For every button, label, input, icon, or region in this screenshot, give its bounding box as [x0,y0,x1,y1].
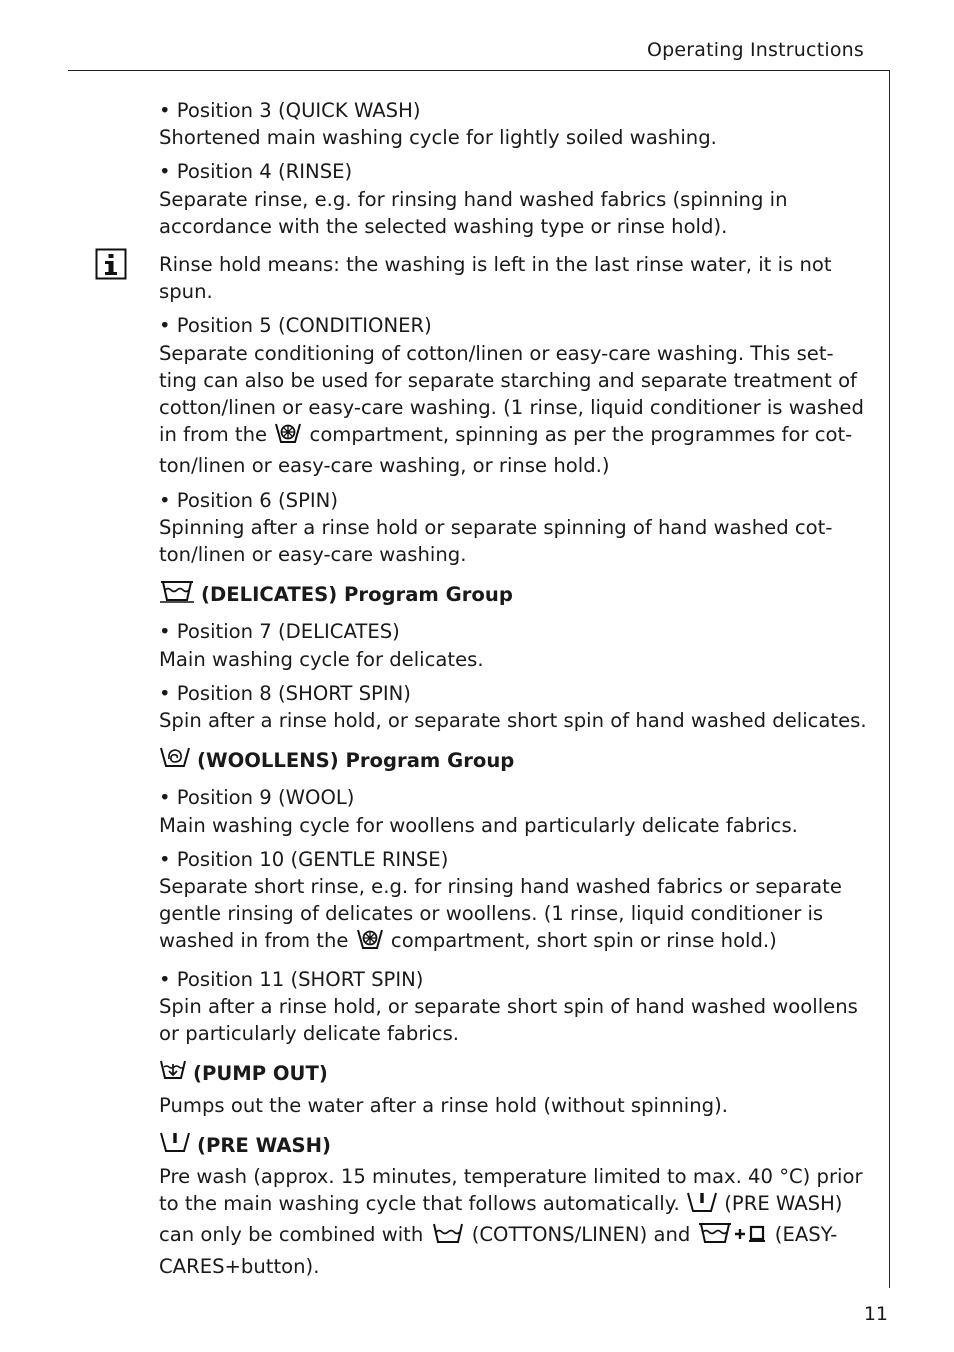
position-10-desc [159,873,871,959]
position-9-block [159,784,871,838]
pump-out-desc: Pumps out the water after a rinse hold (without spinning). [159,1093,728,1117]
pre-wash-desc-a: Pre wash (approx. 15 minutes, temperature limited to max. 40 °C) prior to the main washing cycle that follows automatically. [159,1164,863,1216]
position-8-desc: Spin after a rinse hold, or separate short spin of hand washed delicates. [159,709,867,733]
position-7-desc: Main washing cycle for delicates. [159,647,484,671]
position-8-title: • Position 8 (SHORT SPIN) [159,681,411,705]
position-5-block [159,312,871,479]
position-3-title: • Position 3 (QUICK WASH) [159,99,421,122]
pre-wash-block [159,1163,871,1280]
position-9-title: • Position 9 (WOOL) [159,786,355,810]
position-11-block [159,966,871,1048]
position-5-desc-b: compartment, spinning as per the programmes for cot-ton/linen or easy-care washing, or rinse hold.) [159,423,853,478]
margin-rule [889,70,890,1288]
position-5-desc [159,340,871,480]
pre-wash-desc-d: (EASY-CARES+button). [159,1223,838,1278]
pump-out-heading-text: (PUMP OUT) [193,1062,328,1086]
position-6-block [159,487,871,569]
pump-out-block [159,1092,871,1119]
position-11-title: • Position 11 (SHORT SPIN) [159,967,424,991]
position-7-title: • Position 7 (DELICATES) [159,620,400,644]
info-note [159,251,871,305]
pump-out-icon [159,1058,193,1089]
woollens-icon [159,745,197,776]
position-4-title: • Position 4 (RINSE) [159,160,353,184]
pre-wash-icon [686,1190,718,1221]
position-7-block [159,618,871,672]
pump-out-heading [159,1058,871,1089]
pre-wash-desc [159,1163,871,1280]
pre-wash-heading [159,1130,871,1161]
pre-wash-desc-c: (COTTONS/LINEN) and [471,1223,691,1247]
position-6-desc: Spinning after a rinse hold or separate spinning of hand washed cot-ton/linen or easy-care washing. [159,515,833,567]
position-4-block [159,158,871,240]
position-4-desc: Separate rinse, e.g. for rinsing hand washed fabrics (spinning in accordance with the selected washing type or rinse hold). [159,187,788,238]
delicates-heading-text: (DELICATES) Program Group [201,583,513,607]
pre-wash-heading-text: (PRE WASH) [197,1133,331,1157]
conditioner-compartment-icon [355,927,385,958]
page-header-title: Operating Instructions [646,39,864,61]
position-9-desc: Main washing cycle for woollens and particularly delicate fabrics. [159,813,798,837]
page-number: 11 [863,1303,888,1325]
info-icon [95,248,127,287]
position-10-title: • Position 10 (GENTLE RINSE) [159,847,449,871]
easy-care-button-icon [697,1221,769,1252]
cottons-linen-icon [430,1221,466,1252]
position-3-block [159,97,871,151]
woollens-heading-text: (WOOLLENS) Program Group [197,749,515,773]
position-8-block [159,680,871,734]
position-5-desc-a: Separate conditioning of cotton/linen or easy-care washing. This set-ting can also be used for separate starching and separate treatment of cotton/linen or easy-care washing. (1 rinse, liquid conditioner is washed in from the [159,341,864,447]
position-10-block [159,846,871,959]
position-5-title: • Position 5 (CONDITIONER) [159,314,432,338]
position-6-title: • Position 6 (SPIN) [159,488,338,512]
position-10-desc-b: compartment, short spin or rinse hold.) [390,929,777,953]
position-11-desc: Spin after a rinse hold, or separate short spin of hand washed woollens or particularly delicate fabrics. [159,994,858,1046]
conditioner-compartment-icon [273,421,303,452]
pre-wash-icon [159,1130,197,1161]
position-10-desc-a: Separate short rinse, e.g. for rinsing hand washed fabrics or separate gentle rinsing of delicates or woollens. (1 rinse, liquid conditioner is washed in from the [159,875,842,953]
delicates-heading [159,579,871,610]
woollens-heading [159,745,871,776]
header-rule [68,70,890,71]
page-content [159,97,871,1287]
delicates-icon [159,579,201,610]
info-text: Rinse hold means: the washing is left in the last rinse water, it is not spun. [159,253,832,304]
position-3-desc: Shortened main washing cycle for lightly soiled washing. [159,126,717,150]
pre-wash-desc-b: (PRE WASH) can only be combined with [159,1192,843,1247]
